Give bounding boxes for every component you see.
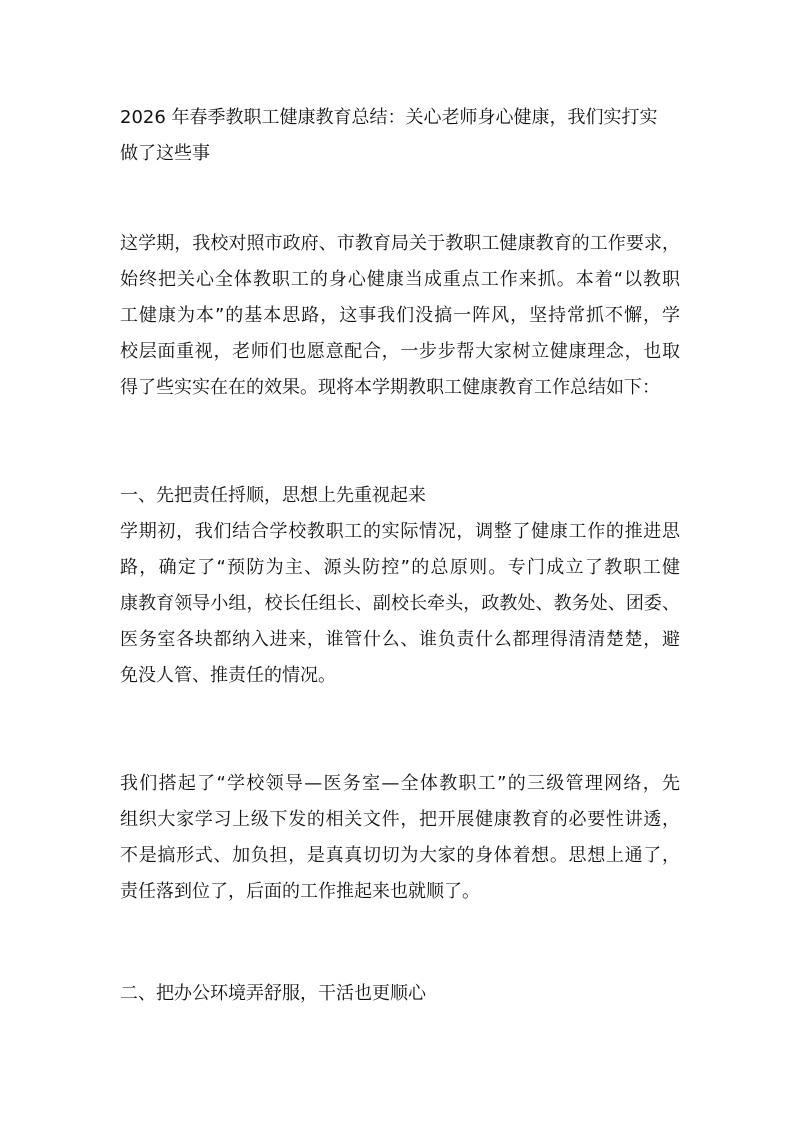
section-1-heading: 一、先把责任捋顺，思想上先重视起来 — [120, 485, 426, 506]
paragraph-line: 路，确定了“预防为主、源头防控”的总原则。专门成立了教职工健 — [120, 557, 680, 578]
paragraph-line: 始终把关心全体教职工的身心健康当成重点工作来抓。本着“以教职 — [120, 269, 680, 290]
paragraph-line: 这学期，我校对照市政府、市教育局关于教职工健康教育的工作要求， — [120, 233, 680, 254]
document-title — [120, 100, 680, 172]
paragraph-line: 不是搞形式、加负担，是真真切切为大家的身体着想。思想上通了， — [120, 845, 680, 866]
title-line: 2026 年春季教职工健康教育总结：关心老师身心健康，我们实打实 — [120, 107, 658, 128]
paragraph-line: 校层面重视，老师们也愿意配合，一步步帮大家树立健康理念，也取 — [120, 341, 680, 362]
paragraph-line: 得了些实实在在的效果。现将本学期教职工健康教育工作总结如下： — [120, 377, 660, 398]
paragraph-line: 医务室各块都纳入进来，谁管什么、谁负责什么都理得清清楚楚，避 — [120, 629, 680, 650]
paragraph-line: 学期初，我们结合学校教职工的实际情况，调整了健康工作的推进思 — [120, 521, 680, 542]
title-line: 做了这些事 — [120, 143, 210, 164]
paragraph-line: 工健康为本”的基本思路，这事我们没搞一阵风，坚持常抓不懈，学 — [120, 305, 680, 326]
section-1-paragraph-2 — [120, 766, 680, 910]
paragraph-line: 康教育领导小组，校长任组长、副校长牵头，政教处、教务处、团委、 — [120, 593, 680, 614]
intro-paragraph — [120, 226, 680, 406]
section-1-paragraph-1 — [120, 514, 680, 694]
paragraph-line: 免没人管、推责任的情况。 — [120, 665, 336, 686]
paragraph-line: 组织大家学习上级下发的相关文件，把开展健康教育的必要性讲透， — [120, 809, 680, 830]
paragraph-line: 责任落到位了，后面的工作推起来也就顺了。 — [120, 881, 480, 902]
section-2-heading: 二、把办公环境弄舒服，干活也更顺心 — [120, 983, 426, 1004]
paragraph-line: 我们搭起了“学校领导—医务室—全体教职工”的三级管理网络，先 — [120, 773, 680, 794]
